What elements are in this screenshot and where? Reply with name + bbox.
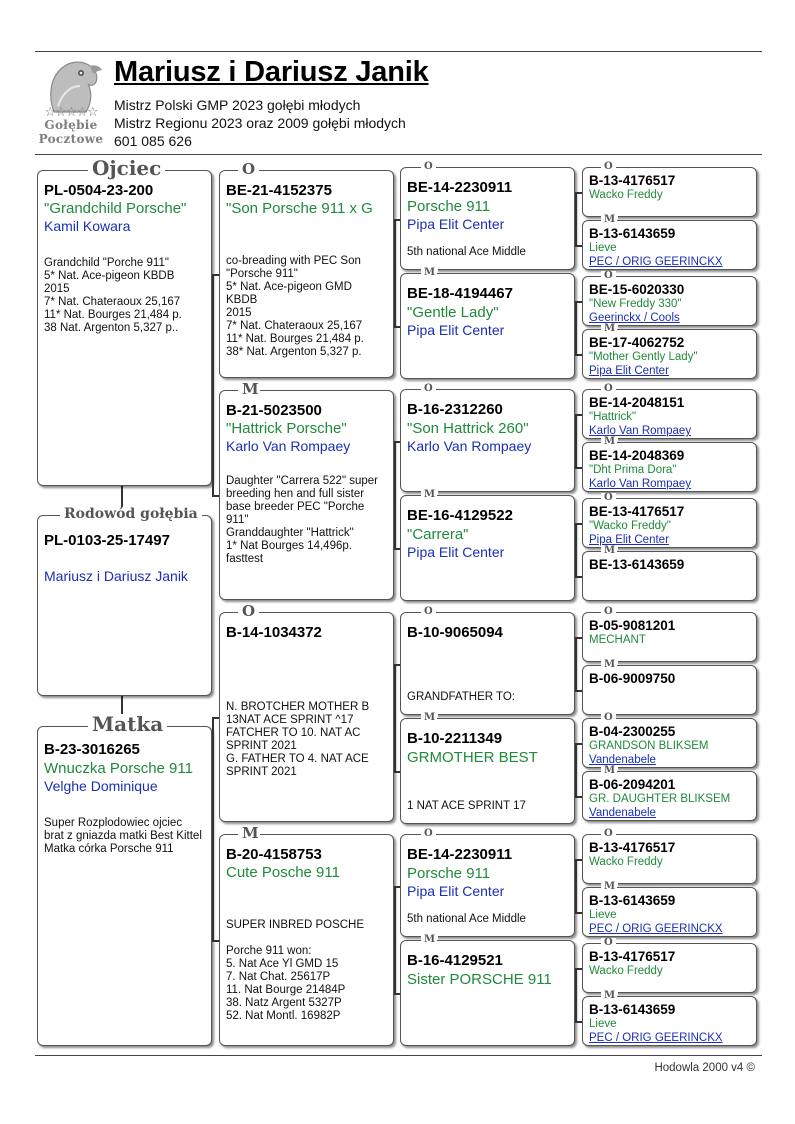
gen4-ring: B-04-2300255: [589, 724, 676, 739]
connector-line: [394, 219, 396, 329]
female-badge: M: [601, 766, 618, 776]
gen2-note-line: Porche 911 won:: [226, 945, 312, 957]
sire-note-line: 38 Nat. Argenton 5,327 p..: [44, 322, 179, 334]
gen4-card[interactable]: [582, 606, 757, 662]
subject-owner: Mariusz i Dariusz Janik: [44, 568, 188, 584]
gen2-notes: [226, 919, 364, 1023]
female-badge: M: [421, 713, 438, 723]
gen2-note-line: 52. Nat Montl. 16982P: [226, 1010, 341, 1022]
gen2-name: Cute Posche 911: [226, 864, 340, 881]
gen4-ring: B-13-6143659: [589, 893, 676, 908]
sire-name: "Grandchild Porsche": [44, 200, 187, 217]
female-badge: M: [421, 268, 438, 278]
gen4-card[interactable]: [582, 765, 757, 821]
gen2-note-line: 5. Nat Ace Yl GMD 15: [226, 958, 339, 970]
sire-notes: [44, 257, 182, 335]
connector-line: [394, 441, 396, 551]
gen2-note-line: Granddaughter "Hattrick": [226, 527, 354, 539]
male-badge: O: [601, 938, 616, 948]
male-badge: O: [421, 607, 436, 617]
gen4-owner: Geerinckx / Cools: [589, 312, 680, 324]
breeder-title: Mariusz i Dariusz Janik: [114, 56, 429, 88]
gen2-note-line: breeding hen and full sister: [226, 488, 365, 500]
sire-owner: Kamil Kowara: [44, 218, 131, 234]
gen4-card[interactable]: [582, 270, 757, 326]
male-badge: O: [601, 271, 616, 281]
gen2-note-line: [226, 932, 364, 945]
female-badge: M: [238, 826, 263, 841]
gen3-name: "Carrera": [407, 526, 469, 543]
gen2-note-line: base breeder PEC "Porche: [226, 501, 365, 513]
male-badge: O: [601, 162, 616, 172]
gen2-notes: [226, 701, 369, 779]
gen4-owner: Karlo Van Rompaey: [589, 478, 692, 490]
gen3-ring: B-16-4129521: [407, 952, 503, 969]
gen3-owner: Pipa Elit Center: [407, 216, 505, 232]
gen2-note-line: KBDB: [226, 294, 258, 306]
gen2-notes: [226, 255, 364, 359]
gen2-note-line: 11* Nat. Bourges 21,484 p.: [226, 333, 364, 345]
header-rule-bottom: [35, 154, 762, 155]
gen2-note-line: 38. Natz Argent 5327P: [226, 997, 342, 1009]
female-badge: M: [601, 660, 618, 670]
gen3-ring: B-10-9065094: [407, 624, 503, 641]
connector-line: [575, 523, 577, 578]
gen4-card[interactable]: [582, 937, 757, 993]
gen2-note-line: 911": [226, 514, 249, 526]
gen2-ring: B-20-4158753: [226, 846, 322, 863]
gen4-owner: Pipa Elit Center: [589, 365, 669, 377]
gen2-note-line: 2015: [226, 307, 252, 319]
gen4-name: "Hattrick": [589, 411, 637, 423]
male-badge: O: [601, 713, 616, 723]
gen4-name: Lieve: [589, 1018, 617, 1030]
gen3-ring: BE-16-4129522: [407, 507, 513, 524]
male-badge: O: [601, 384, 616, 394]
pedigree-label: Rodowód gołębia: [60, 507, 202, 521]
gen4-name: GRANDSON BLIKSEM: [589, 740, 709, 752]
gen2-card[interactable]: [219, 602, 394, 822]
gen2-note-line: 5* Nat. Ace-pigeon GMD: [226, 281, 352, 293]
sire-note-line: 5* Nat. Ace-pigeon KBDB: [44, 270, 175, 282]
gen2-note-line: Daughter "Carrera 522" super: [226, 475, 378, 487]
gen3-name: Porsche 911: [407, 865, 491, 882]
gen4-card[interactable]: [582, 990, 757, 1046]
female-badge: M: [601, 215, 618, 225]
female-badge: M: [601, 437, 618, 447]
gen2-note-line: 7* Nat. Chateraoux 25,167: [226, 320, 363, 332]
gen3-note: 5th national Ace Middle: [407, 913, 526, 925]
gen4-ring: B-13-6143659: [589, 226, 676, 241]
dam-ring: B-23-3016265: [44, 741, 140, 758]
female-badge: M: [601, 546, 618, 556]
gen4-owner: PEC / ORIG GEERINCKX: [589, 923, 723, 935]
gen3-card[interactable]: [400, 828, 575, 937]
gen4-owner: PEC / ORIG GEERINCKX: [589, 256, 723, 268]
gen3-owner: Pipa Elit Center: [407, 322, 505, 338]
gen4-name: "Dht Prima Dora": [589, 464, 677, 476]
gen4-name: Wacko Freddy: [589, 856, 663, 868]
footer-text: Hodowla 2000 v4 ©: [654, 1062, 755, 1074]
gen2-note-line: FATCHER TO 10. NAT AC: [226, 727, 361, 739]
connector-line: [394, 664, 396, 774]
gen4-name: Lieve: [589, 909, 617, 921]
gen4-card[interactable]: [582, 828, 757, 884]
gen3-name: Porsche 911: [407, 198, 491, 215]
gen3-note: GRANDFATHER TO:: [407, 691, 515, 703]
gen3-name: GRMOTHER BEST: [407, 749, 538, 766]
gen4-name: GR. DAUGHTER BLIKSEM: [589, 793, 731, 805]
gen2-note-line: co-breading with PEC Son: [226, 255, 361, 267]
gen4-ring: B-05-9081201: [589, 618, 676, 633]
gen3-ring: B-10-2211349: [407, 730, 503, 747]
gen4-name: MECHANT: [589, 634, 646, 646]
gen4-ring: BE-13-4176517: [589, 504, 685, 519]
dam-name: Wnuczka Porsche 911: [44, 760, 193, 777]
gen2-ring: B-14-1034372: [226, 624, 322, 641]
gen3-ring: BE-14-2230911: [407, 179, 513, 196]
gen3-ring: BE-18-4194467: [407, 285, 513, 302]
female-badge: M: [421, 935, 438, 945]
gen2-owner: Karlo Van Rompaey: [226, 438, 351, 454]
male-badge: O: [238, 162, 259, 177]
gen2-note-line: SUPER INBRED POSCHE: [226, 919, 365, 931]
male-badge: O: [238, 604, 259, 619]
gen3-name: "Son Hattrick 260": [407, 420, 529, 437]
footer-rule: [35, 1055, 762, 1056]
header-rule-top: [35, 51, 762, 52]
gen3-card[interactable]: [400, 934, 575, 1046]
gen2-note-line: fasttest: [226, 553, 264, 565]
gen2-name: "Son Porsche 911 x G: [226, 200, 373, 217]
gen4-card[interactable]: [582, 492, 757, 548]
sire-note-line: 7* Nat. Chateraoux 25,167: [44, 296, 181, 308]
gen3-card[interactable]: [400, 606, 575, 715]
female-badge: M: [601, 324, 618, 334]
gen3-card[interactable]: [400, 489, 575, 601]
logo: [36, 56, 106, 151]
male-badge: O: [601, 493, 616, 503]
female-badge: M: [601, 882, 618, 892]
gen2-card[interactable]: [219, 824, 394, 1046]
gen2-note-line: "Porsche 911": [226, 268, 298, 280]
sire-card[interactable]: [37, 156, 212, 486]
gen3-owner: Karlo Van Rompaey: [407, 438, 532, 454]
gen2-note-line: 7. Nat Chat. 25617P: [226, 971, 331, 983]
connector-line: [394, 886, 396, 996]
subject-card[interactable]: [37, 506, 212, 696]
gen4-name: Wacko Freddy: [589, 189, 663, 201]
header-line-2: Mistrz Regionu 2023 oraz 2009 gołębi młodych: [114, 115, 406, 131]
gen4-name: "New Freddy 330": [589, 298, 682, 310]
gen4-name: Lieve: [589, 242, 617, 254]
gen4-ring: B-06-9009750: [589, 671, 676, 686]
gen2-card[interactable]: [219, 380, 394, 600]
gen4-card[interactable]: [582, 436, 757, 492]
gen4-owner: Karlo Van Rompaey: [589, 425, 692, 437]
gen3-name: Sister PORSCHE 911: [407, 971, 552, 988]
gen2-name: "Hattrick Porsche": [226, 420, 347, 437]
gen4-ring: B-06-2094201: [589, 777, 676, 792]
connector-line: [575, 637, 577, 692]
gen4-owner: Vandenabele: [589, 754, 656, 766]
dam-owner: Velghe Dominique: [44, 778, 158, 794]
gen4-name: Wacko Freddy: [589, 965, 663, 977]
gen2-note-line: 1* Nat Bourges 14,496p.: [226, 540, 352, 552]
gen2-notes: [226, 475, 378, 566]
sire-note-line: Grandchild "Porche 911": [44, 257, 169, 269]
connector-line: [575, 743, 577, 798]
gen4-ring: BE-13-6143659: [589, 557, 685, 572]
gen2-ring: BE-21-4152375: [226, 182, 332, 199]
male-badge: O: [601, 829, 616, 839]
gen4-name: "Mother Gently Lady": [589, 351, 698, 363]
gen4-card[interactable]: [582, 323, 757, 379]
gen3-card[interactable]: [400, 383, 575, 492]
gen3-owner: Pipa Elit Center: [407, 544, 505, 560]
gen4-card[interactable]: [582, 659, 757, 715]
gen4-ring: BE-15-6020330: [589, 282, 685, 297]
connector-line: [575, 192, 577, 247]
gen4-owner: Vandenabele: [589, 807, 656, 819]
sire-label: Ojciec: [88, 158, 165, 178]
female-badge: M: [601, 991, 618, 1001]
gen3-owner: Pipa Elit Center: [407, 883, 505, 899]
gen2-note-line: SPRINT 2021: [226, 766, 297, 778]
dam-notes: [44, 817, 202, 856]
gen2-note-line: SPRINT 2021: [226, 740, 297, 752]
connector-line: [575, 414, 577, 469]
sire-ring: PL-0504-23-200: [44, 182, 154, 199]
male-badge: O: [421, 829, 436, 839]
gen3-card[interactable]: [400, 267, 575, 379]
sire-note-line: 11* Nat. Bourges 21,484 p.: [44, 309, 182, 321]
dam-note-line: Super Rozplodowiec ojciec: [44, 817, 183, 829]
gen4-card[interactable]: [582, 712, 757, 768]
gen4-ring: B-13-4176517: [589, 173, 676, 188]
gen2-note-line: N. BROTCHER MOTHER B: [226, 701, 370, 713]
gen4-ring: B-13-4176517: [589, 949, 676, 964]
gen3-card[interactable]: [400, 161, 575, 270]
gen2-note-line: 38* Nat. Argenton 5,327 p.: [226, 346, 362, 358]
male-badge: O: [421, 384, 436, 394]
connector-sire-subject: [121, 485, 123, 507]
header-line-1: Mistrz Polski GMP 2023 gołębi młodych: [114, 97, 361, 113]
gen4-ring: BE-17-4062752: [589, 335, 685, 350]
header-line-3: 601 085 626: [114, 133, 192, 149]
logo-text-line2: Pocztowe: [38, 132, 104, 146]
gen2-ring: B-21-5023500: [226, 402, 322, 419]
connector-line: [212, 274, 214, 497]
gen4-card[interactable]: [582, 161, 757, 217]
gen4-owner: Pipa Elit Center: [589, 534, 669, 546]
dam-note-line: Matka córka Porsche 911: [44, 843, 174, 855]
gen4-card[interactable]: [582, 214, 757, 270]
gen4-ring: B-13-6143659: [589, 1002, 676, 1017]
dam-card[interactable]: [37, 712, 212, 1046]
sire-note-line: 2015: [44, 283, 70, 295]
logo-text-line1: Gołębie: [44, 118, 98, 132]
gen4-name: "Wacko Freddy": [589, 520, 671, 532]
gen3-card[interactable]: [400, 712, 575, 824]
gen3-name: "Gentle Lady": [407, 304, 499, 321]
gen2-note-line: G. FATHER TO 4. NAT ACE: [226, 753, 369, 765]
gen4-card[interactable]: [582, 881, 757, 937]
gen2-card[interactable]: [219, 160, 394, 378]
gen3-note: 1 NAT ACE SPRINT 17: [407, 800, 526, 812]
gen4-ring: BE-14-2048369: [589, 448, 685, 463]
connector-line: [212, 717, 214, 942]
logo-stars: ☆☆☆☆☆: [44, 104, 98, 119]
connector-line: [575, 968, 577, 1023]
gen4-ring: BE-14-2048151: [589, 395, 685, 410]
gen3-note: 5th national Ace Middle: [407, 246, 526, 258]
gen2-note-line: 11. Nat Bourge 21484P: [226, 984, 346, 996]
male-badge: O: [421, 162, 436, 172]
gen4-owner: PEC / ORIG GEERINCKX: [589, 1032, 723, 1044]
female-badge: M: [421, 490, 438, 500]
gen2-note-line: 13NAT ACE SPRINT ^17: [226, 714, 354, 726]
female-badge: M: [238, 382, 263, 397]
gen4-ring: B-13-4176517: [589, 840, 676, 855]
dam-label: Matka: [88, 714, 167, 734]
gen3-ring: B-16-2312260: [407, 401, 503, 418]
male-badge: O: [601, 607, 616, 617]
gen4-card[interactable]: [582, 383, 757, 439]
gen4-card[interactable]: [582, 545, 757, 601]
connector-line: [575, 301, 577, 356]
subject-ring: PL-0103-25-17497: [44, 532, 170, 549]
connector-line: [575, 859, 577, 914]
gen3-ring: BE-14-2230911: [407, 846, 513, 863]
dam-note-line: brat z gniazda matki Best Kittel: [44, 830, 202, 842]
